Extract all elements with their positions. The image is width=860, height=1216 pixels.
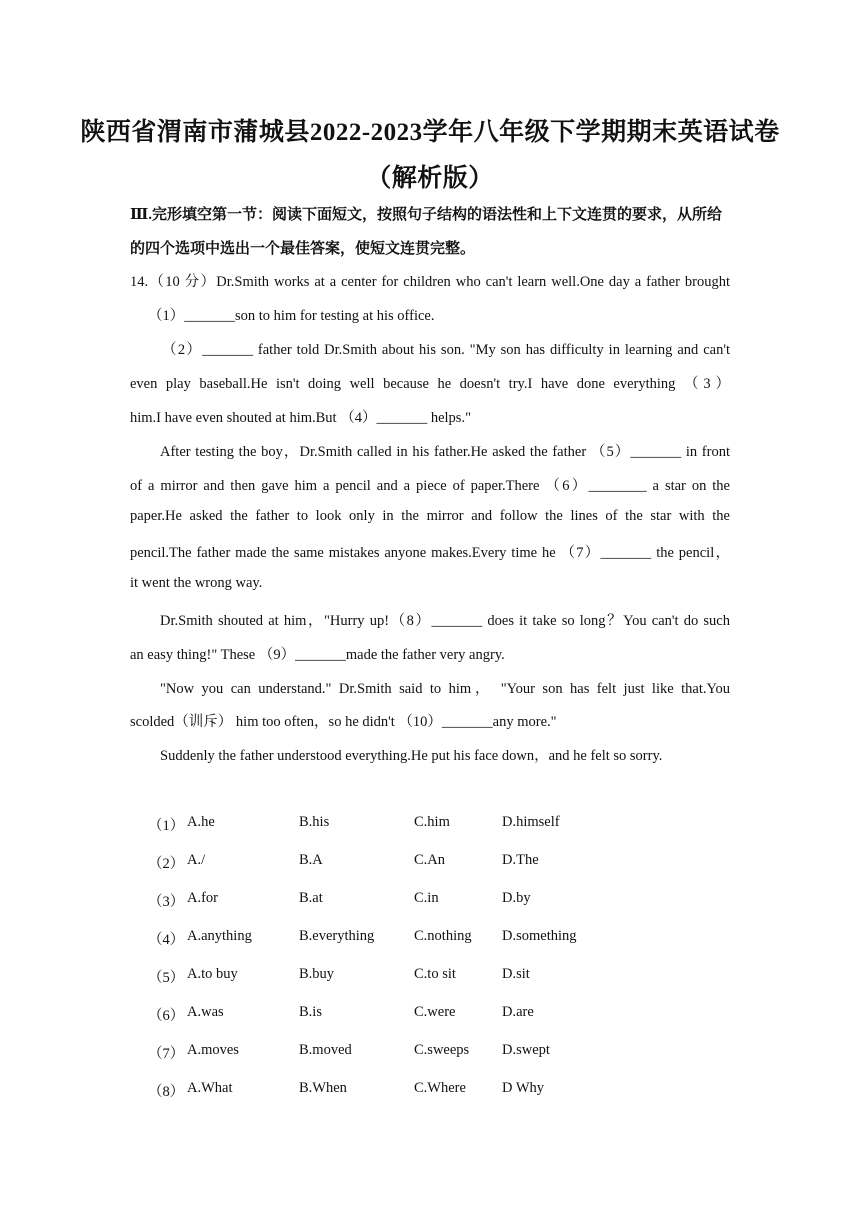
document-title-line-1: 陕西省渭南市蒲城县2022-2023学年八年级下学期期末英语试卷 bbox=[80, 119, 780, 146]
passage-line: paper.He asked the father to look only in the mirror and follow the lines of the star with the bbox=[130, 508, 730, 524]
passage-line: After testing the boy，Dr.Smith called in his father.He asked the father （5）_______ in front bbox=[160, 444, 730, 460]
option-d: D.The bbox=[502, 852, 539, 868]
option-c: C.sweeps bbox=[414, 1042, 470, 1058]
passage-line: Dr.Smith shouted at him，"Hurry up!（8）_______ does it take so long？You can't do such bbox=[160, 613, 730, 629]
option-a: A.What bbox=[187, 1080, 233, 1096]
section-instructions bbox=[130, 198, 730, 266]
passage-line: scolded（训斥） him too often，so he didn't （10）_______any more." bbox=[130, 714, 557, 730]
option-a: A.was bbox=[187, 1004, 224, 1020]
option-d: D.by bbox=[502, 890, 531, 906]
option-b: B.moved bbox=[299, 1042, 352, 1058]
option-b: B.at bbox=[299, 890, 323, 906]
passage-line: pencil.The father made the same mistakes anyone makes.Every time he （7）_______ the pencil， bbox=[130, 545, 730, 561]
option-c: C.in bbox=[414, 890, 439, 906]
option-c: C.him bbox=[414, 814, 450, 830]
option-a: A.anything bbox=[187, 928, 252, 944]
option-a: A./ bbox=[187, 852, 206, 868]
option-number: （1） bbox=[148, 818, 185, 834]
option-number: （6） bbox=[148, 1008, 185, 1024]
option-c: C.An bbox=[414, 852, 446, 868]
passage-line: "Now you can understand." Dr.Smith said to him， "Your son has felt just like that.You bbox=[160, 681, 730, 697]
option-a: A.he bbox=[187, 814, 215, 830]
option-d: D.are bbox=[502, 1004, 534, 1020]
option-b: B.A bbox=[299, 852, 323, 868]
option-c: C.Where bbox=[414, 1080, 466, 1096]
passage-line: Suddenly the father understood everything.He put his face down，and he felt so sorry. bbox=[160, 748, 663, 764]
document-title-line-2: （解析版） bbox=[366, 165, 494, 192]
passage-line: even play baseball.He isn't doing well because he doesn't try.I have done everything （3） bbox=[130, 376, 730, 392]
option-d: D Why bbox=[502, 1080, 545, 1096]
option-b: B.is bbox=[299, 1004, 322, 1020]
option-d: D.something bbox=[502, 928, 577, 944]
option-a: A.to buy bbox=[187, 966, 238, 982]
option-a: A.for bbox=[187, 890, 219, 906]
option-d: D.himself bbox=[502, 814, 560, 830]
option-b: B.everything bbox=[299, 928, 375, 944]
option-number: （7） bbox=[148, 1046, 185, 1062]
passage-line: （2）_______ father told Dr.Smith about his son. "My son has difficulty in learning and can't bbox=[162, 342, 730, 358]
option-c: C.were bbox=[414, 1004, 456, 1020]
option-b: B.his bbox=[299, 814, 330, 830]
option-a: A.moves bbox=[187, 1042, 239, 1058]
passage-line: him.I have even shouted at him.But （4）_______ helps." bbox=[130, 410, 471, 426]
passage-line: it went the wrong way. bbox=[130, 575, 263, 591]
option-b: B.buy bbox=[299, 966, 335, 982]
passage-line: （1）_______son to him for testing at his office. bbox=[148, 308, 435, 324]
option-d: D.swept bbox=[502, 1042, 550, 1058]
option-c: C.to sit bbox=[414, 966, 456, 982]
passage-line: 14.（10 分）Dr.Smith works at a center for children who can't learn well.One day a father brought bbox=[130, 274, 730, 290]
option-number: （4） bbox=[148, 932, 185, 948]
option-c: C.nothing bbox=[414, 928, 472, 944]
option-number: （5） bbox=[148, 970, 185, 986]
section-instructions-line-1: Ⅲ.完形填空第一节：阅读下面短文，按照句子结构的语法性和上下文连贯的要求，从所给 bbox=[130, 207, 723, 223]
passage-line: an easy thing!" These （9）_______made the father very angry. bbox=[130, 647, 505, 663]
passage-line: of a mirror and then gave him a pencil and a piece of paper.There （6）________ a star on the bbox=[130, 478, 730, 494]
option-b: B.When bbox=[299, 1080, 347, 1096]
option-number: （2） bbox=[148, 856, 185, 872]
option-number: （3） bbox=[148, 894, 185, 910]
option-d: D.sit bbox=[502, 966, 530, 982]
section-instructions-line-2: 的四个选项中选出一个最佳答案，使短文连贯完整。 bbox=[130, 241, 476, 257]
option-number: （8） bbox=[148, 1084, 185, 1100]
